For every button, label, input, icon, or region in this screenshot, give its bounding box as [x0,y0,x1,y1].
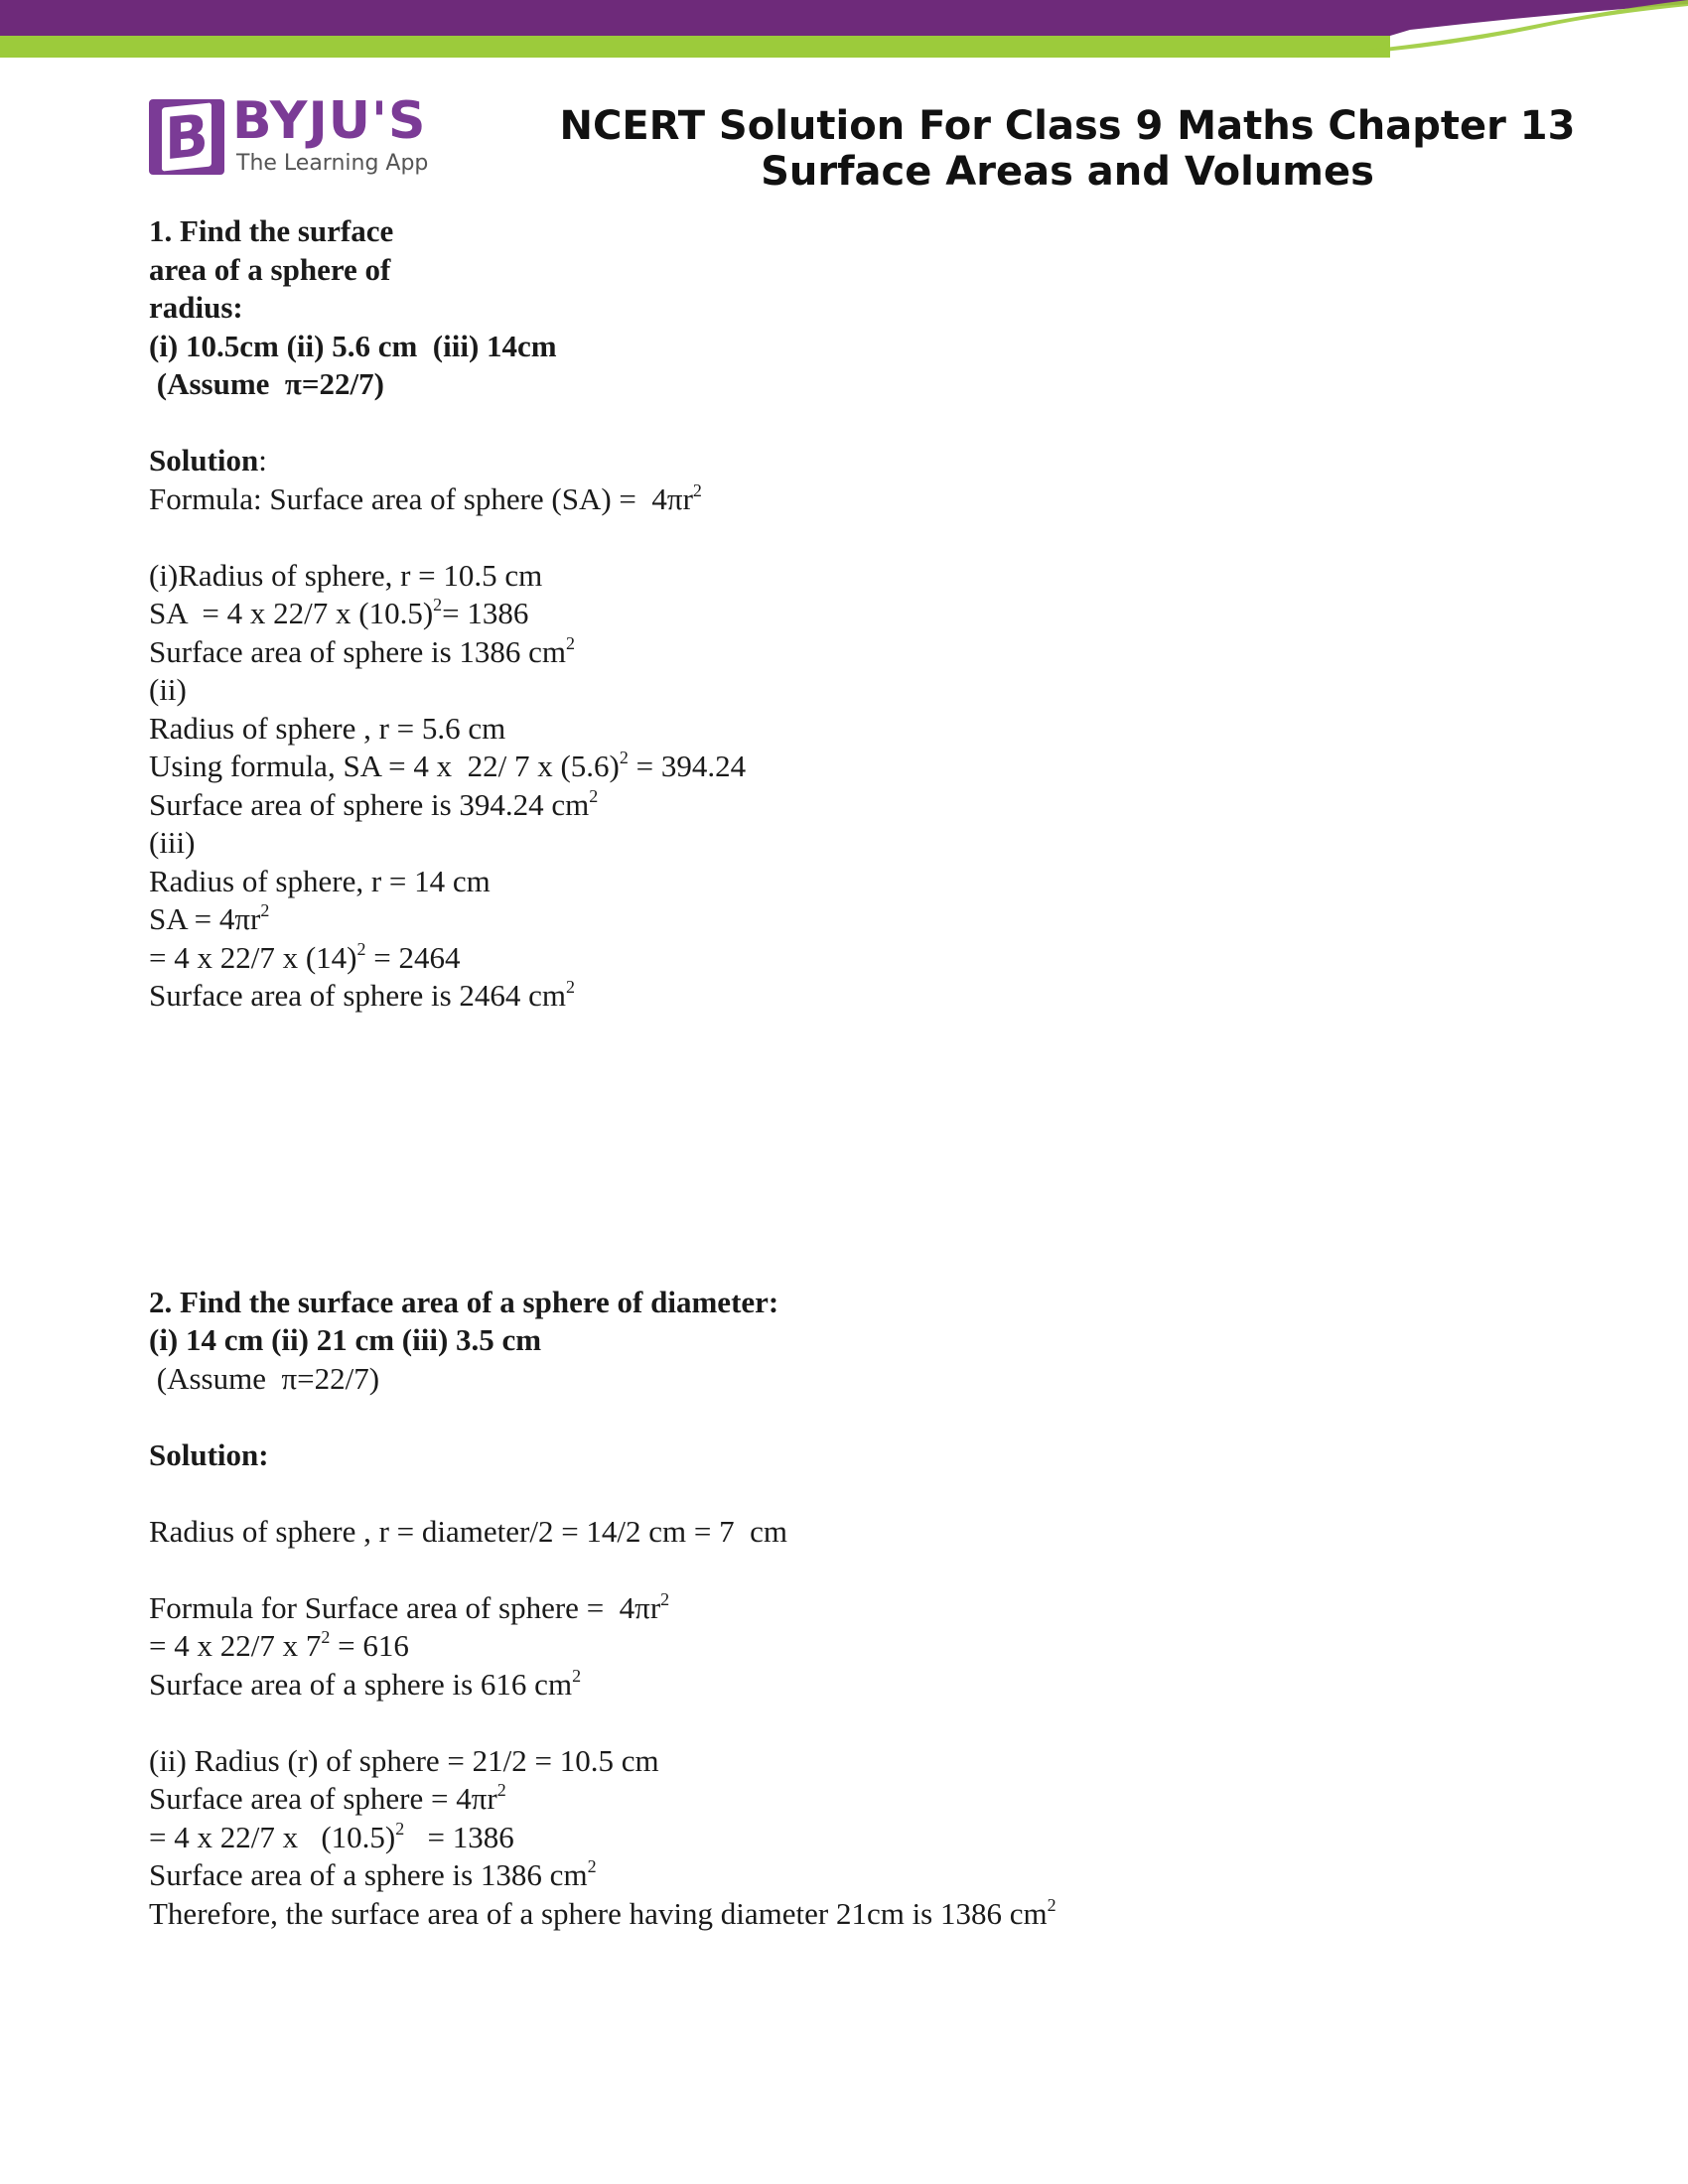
header-color-band [0,0,1688,60]
solution-heading: Solution: [149,1436,269,1472]
logo-letter: B [162,102,211,171]
question-2-assume: (Assume π=22/7) [149,1360,380,1396]
part-ii-radius: (ii) Radius (r) of sphere = 21/2 = 10.5 cm [149,1742,659,1778]
formula-line: Formula for Surface area of sphere = $4\pi r^2$ [149,1588,670,1625]
part-ii-radius: Radius of sphere , r = 5.6 cm [149,710,506,746]
part-i-result: Surface area of a sphere is 616 $cm^2$ [149,1665,582,1702]
solution-heading: Solution: [149,443,267,478]
solution-2 [149,1436,1539,1934]
part-ii-label: (ii) [149,672,187,707]
part-i-result: Surface area of sphere is 1386 $cm^2$ [149,632,576,669]
document-body [149,212,1539,1933]
part-ii-formula: Surface area of sphere = $4\pi r^2$ [149,1780,506,1816]
part-iii-formula: SA = $4\pi r^2$ [149,900,270,936]
brand-name: BYJU'S [232,91,427,151]
question-1-line: (i) 10.5cm (ii) 5.6 cm (iii) 14cm [149,328,557,363]
part-i-radius: (i)Radius of sphere, r = 10.5 cm [149,557,543,593]
part-iii-calc: = 4 x 22/7 x $(14)^2 = 2464$ [149,938,461,975]
question-2-line: 2. Find the surface area of a sphere of diameter: [149,1284,779,1319]
byjus-logo [149,91,437,181]
part-ii-result: Surface area of a sphere is 1386 $cm^2$ [149,1856,597,1892]
part-ii-result: Surface area of sphere is 394.24 $cm^2$ [149,785,599,822]
part-i-calc: = 4 x 22/7 x $7^2 = 616$ [149,1627,409,1663]
brand-tagline: The Learning App [236,151,429,176]
header-green-stripe [0,36,1390,58]
question-2-line: (i) 14 cm (ii) 21 cm (iii) 3.5 cm [149,1322,542,1357]
question-1-line: 1. Find the surface [149,213,394,248]
part-i-radius: Radius of sphere , r = diameter/2 = 14/2 cm = 7 cm [149,1513,788,1549]
part-iii-label: (iii) [149,825,196,860]
header-purple-stripe [0,0,1688,36]
question-2 [149,1284,1539,1399]
page-title: NCERT Solution For Class 9 Maths Chapter 13 Surface Areas and Volumes [559,103,1576,195]
question-1-line: (Assume π=22/7) [149,366,384,401]
part-ii-calc: = 4 x 22/7 x $(10.5)^2 = 1386$ [149,1818,514,1854]
part-iii-radius: Radius of sphere, r = 14 cm [149,863,491,898]
question-1-line: radius: [149,290,243,325]
formula-line: Formula: Surface area of sphere $(SA) = 4\pi r^2$ [149,479,702,516]
part-ii-calc: Using formula, SA = 4 x 22/ 7 x $(5.6)^2 = 394.24$ [149,748,747,783]
question-1 [149,212,1539,404]
conclusion: Therefore, the surface area of a sphere having diameter 21cm is 1386 $cm^2$ [149,1894,1056,1931]
solution-1 [149,442,1539,1016]
part-i-calc: SA = 4 x 22/7 x $(10.5)^2= 1386$ [149,595,529,630]
question-1-line: area of a sphere of [149,251,391,287]
part-iii-result: Surface area of sphere is 2464 $cm^2$ [149,977,576,1013]
logo-mark [149,99,224,175]
